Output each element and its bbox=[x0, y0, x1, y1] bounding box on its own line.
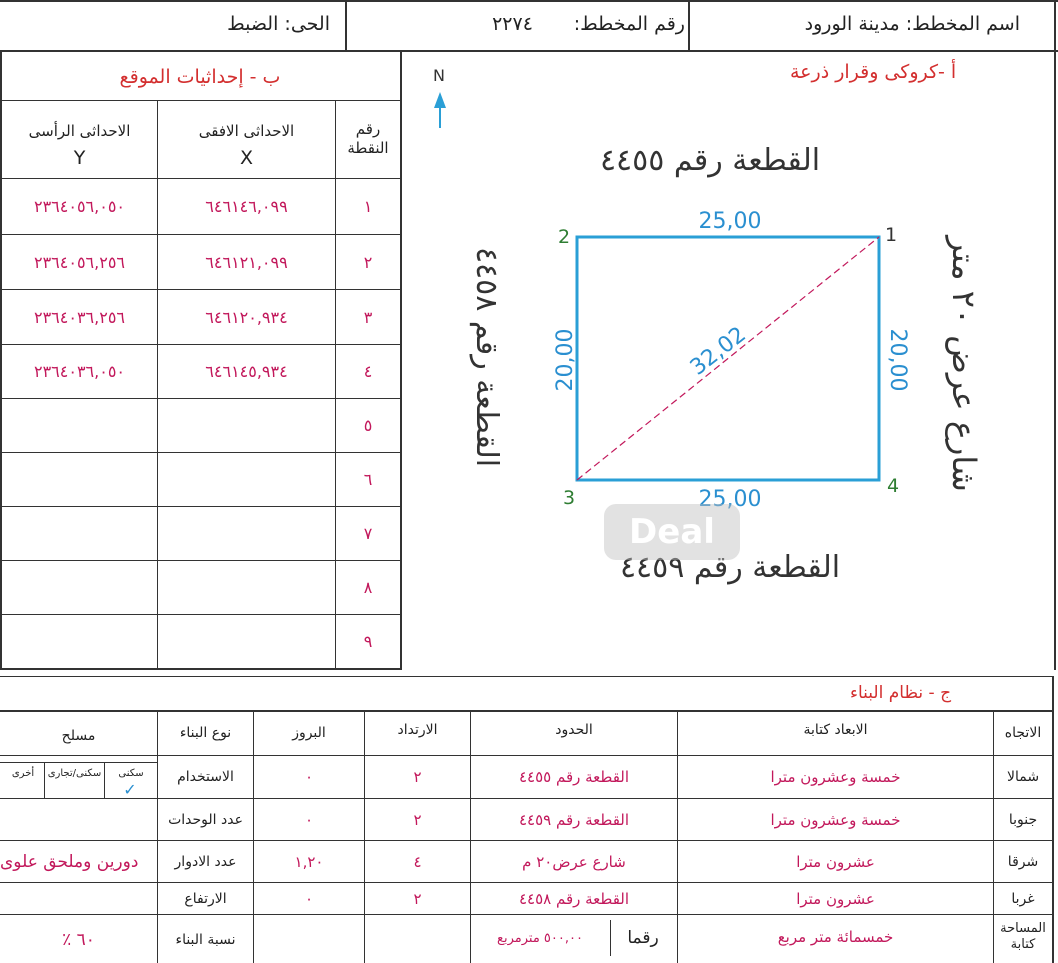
plan-number-value: ٢٢٧٤ bbox=[492, 13, 533, 35]
parcel-north-label: القطعة رقم ٤٤٥٥ bbox=[599, 142, 821, 178]
dim-west: 20,00 bbox=[552, 328, 578, 392]
header-y: الاحداثى الرأسى bbox=[28, 121, 131, 140]
projection-cell: ٠ bbox=[304, 889, 314, 908]
bounds-cell: القطعة رقم ٤٤٥٨ bbox=[518, 889, 630, 908]
direction-cell: شمالا bbox=[1006, 769, 1040, 785]
y-coordinate: ٢٣٦٤٠٣٦,٠٥٠ bbox=[33, 362, 126, 381]
direction-cell: جنوبا bbox=[1008, 811, 1038, 828]
type-label-cell: الارتفاع bbox=[184, 890, 227, 907]
area-text: خمسمائة متر مربع bbox=[777, 928, 894, 946]
y-coordinate: ٢٣٦٤٠٣٦,٢٥٦ bbox=[33, 307, 126, 327]
street-east-label: شارع عرض ٢٠ متر bbox=[945, 236, 983, 492]
dim-east: 20,00 bbox=[885, 328, 911, 392]
corner-1: 1 bbox=[884, 224, 898, 246]
y-coordinate: ٢٣٦٤٠٥٦,٢٥٦ bbox=[33, 252, 126, 272]
header-y-axis: Y bbox=[73, 147, 86, 169]
direction-cell: شرقا bbox=[1007, 853, 1039, 870]
divider bbox=[0, 676, 1054, 677]
plan-number-label: رقم المخطط: bbox=[573, 13, 685, 35]
y-coordinate: ٢٣٦٤٠٥٦,٠٥٠ bbox=[33, 197, 126, 216]
point-number: ٩ bbox=[363, 632, 373, 651]
allowed-residential: سكنى bbox=[118, 767, 144, 779]
watermark-logo: Deal bbox=[604, 504, 740, 560]
projection-cell: ٠ bbox=[304, 810, 314, 829]
x-coordinate: ٦٤٦١٤٦,٠٩٩ bbox=[205, 197, 288, 216]
direction-cell: غربا bbox=[1011, 890, 1035, 907]
x-coordinate: ٦٤٦١٤٥,٩٣٤ bbox=[205, 362, 288, 381]
bounds-cell: شارع عرض٢٠ م bbox=[522, 852, 626, 871]
type-label-cell: الاستخدام bbox=[177, 769, 234, 785]
setback-cell: ٢ bbox=[413, 768, 422, 786]
header-setback: الارتداد bbox=[397, 722, 438, 738]
header-building-type: نوع البناء bbox=[179, 725, 232, 741]
ratio-value: ٦٠ ٪ bbox=[62, 930, 95, 950]
point-number: ٤ bbox=[363, 362, 373, 381]
north-label: N bbox=[433, 65, 445, 85]
divider bbox=[610, 920, 611, 956]
header-allowed: مسلح bbox=[61, 728, 96, 744]
point-number: ٦ bbox=[363, 470, 373, 489]
dim-south: 25,00 bbox=[698, 486, 762, 512]
plan-name-label: اسم المخطط: مدينة الورود bbox=[804, 13, 1020, 35]
parcel-west-label: القطعة رقم ٤٤٥٨ bbox=[469, 246, 505, 468]
corner-3: 3 bbox=[562, 487, 576, 509]
setback-cell: ٤ bbox=[413, 852, 422, 871]
floors-value: دورين وملحق علوى bbox=[0, 851, 139, 872]
allowed-other: أخرى bbox=[11, 767, 35, 779]
area-numeric-label: رقما bbox=[627, 928, 659, 948]
x-coordinate: ٦٤٦١٢١,٠٩٩ bbox=[205, 252, 288, 272]
projection-cell: ٠ bbox=[304, 768, 314, 786]
header-projection: البروز bbox=[292, 725, 326, 741]
point-number: ٢ bbox=[363, 252, 373, 272]
type-label-cell: عدد الادوار bbox=[174, 853, 237, 870]
dims-cell: عشرون مترا bbox=[796, 889, 875, 908]
dim-north: 25,00 bbox=[698, 208, 762, 234]
point-number: ٨ bbox=[363, 578, 373, 597]
header-x-axis: X bbox=[239, 147, 254, 169]
dims-cell: خمسة وعشرون مترا bbox=[770, 810, 901, 829]
parcel-south-label: القطعة رقم ٤٤٥٩ bbox=[619, 549, 841, 585]
dims-cell: عشرون مترا bbox=[796, 852, 875, 871]
bounds-cell: القطعة رقم ٤٤٥٩ bbox=[518, 810, 630, 829]
x-coordinate: ٦٤٦١٢٠,٩٣٤ bbox=[205, 307, 288, 327]
header-direction: الاتجاه bbox=[1004, 725, 1042, 741]
divider bbox=[1052, 676, 1054, 963]
sketch-title: أ -كروكى وقرار ذرعة bbox=[790, 61, 957, 83]
ratio-label: نسبة البناء bbox=[175, 932, 236, 948]
header-boundaries: الحدود bbox=[555, 722, 593, 738]
header-dimensions: الابعاد كتابة bbox=[803, 722, 868, 738]
point-number: ١ bbox=[363, 197, 373, 216]
header-x: الاحداثى الافقى bbox=[198, 121, 295, 140]
type-label-cell: عدد الوحدات bbox=[168, 811, 243, 828]
corner-4: 4 bbox=[886, 475, 900, 497]
setback-cell: ٢ bbox=[413, 810, 422, 829]
coordinates-title: ب - إحداثيات الموقع bbox=[119, 66, 281, 88]
header-point-number: رقم النقطة bbox=[347, 120, 389, 157]
district-label: الحى: الضبط bbox=[227, 13, 330, 35]
dim-diagonal: 32,02 bbox=[685, 321, 751, 381]
projection-cell: ١,٢٠ bbox=[294, 852, 324, 871]
corner-2: 2 bbox=[557, 226, 571, 248]
point-number: ٣ bbox=[363, 307, 373, 327]
setback-cell: ٢ bbox=[413, 889, 422, 908]
point-number: ٧ bbox=[363, 524, 373, 543]
check-icon: ✓ bbox=[123, 780, 137, 798]
dims-cell: خمسة وعشرون مترا bbox=[770, 768, 901, 786]
point-number: ٥ bbox=[363, 416, 373, 435]
area-label: المساحة كتابة bbox=[1000, 921, 1046, 952]
area-numeric-value: ٥٠٠,٠٠ مترمربع bbox=[497, 930, 583, 946]
building-title: ج - نظام البناء bbox=[850, 683, 952, 703]
allowed-mixed: سكنى/تجارى bbox=[47, 767, 102, 779]
bounds-cell: القطعة رقم ٤٤٥٥ bbox=[518, 768, 630, 786]
